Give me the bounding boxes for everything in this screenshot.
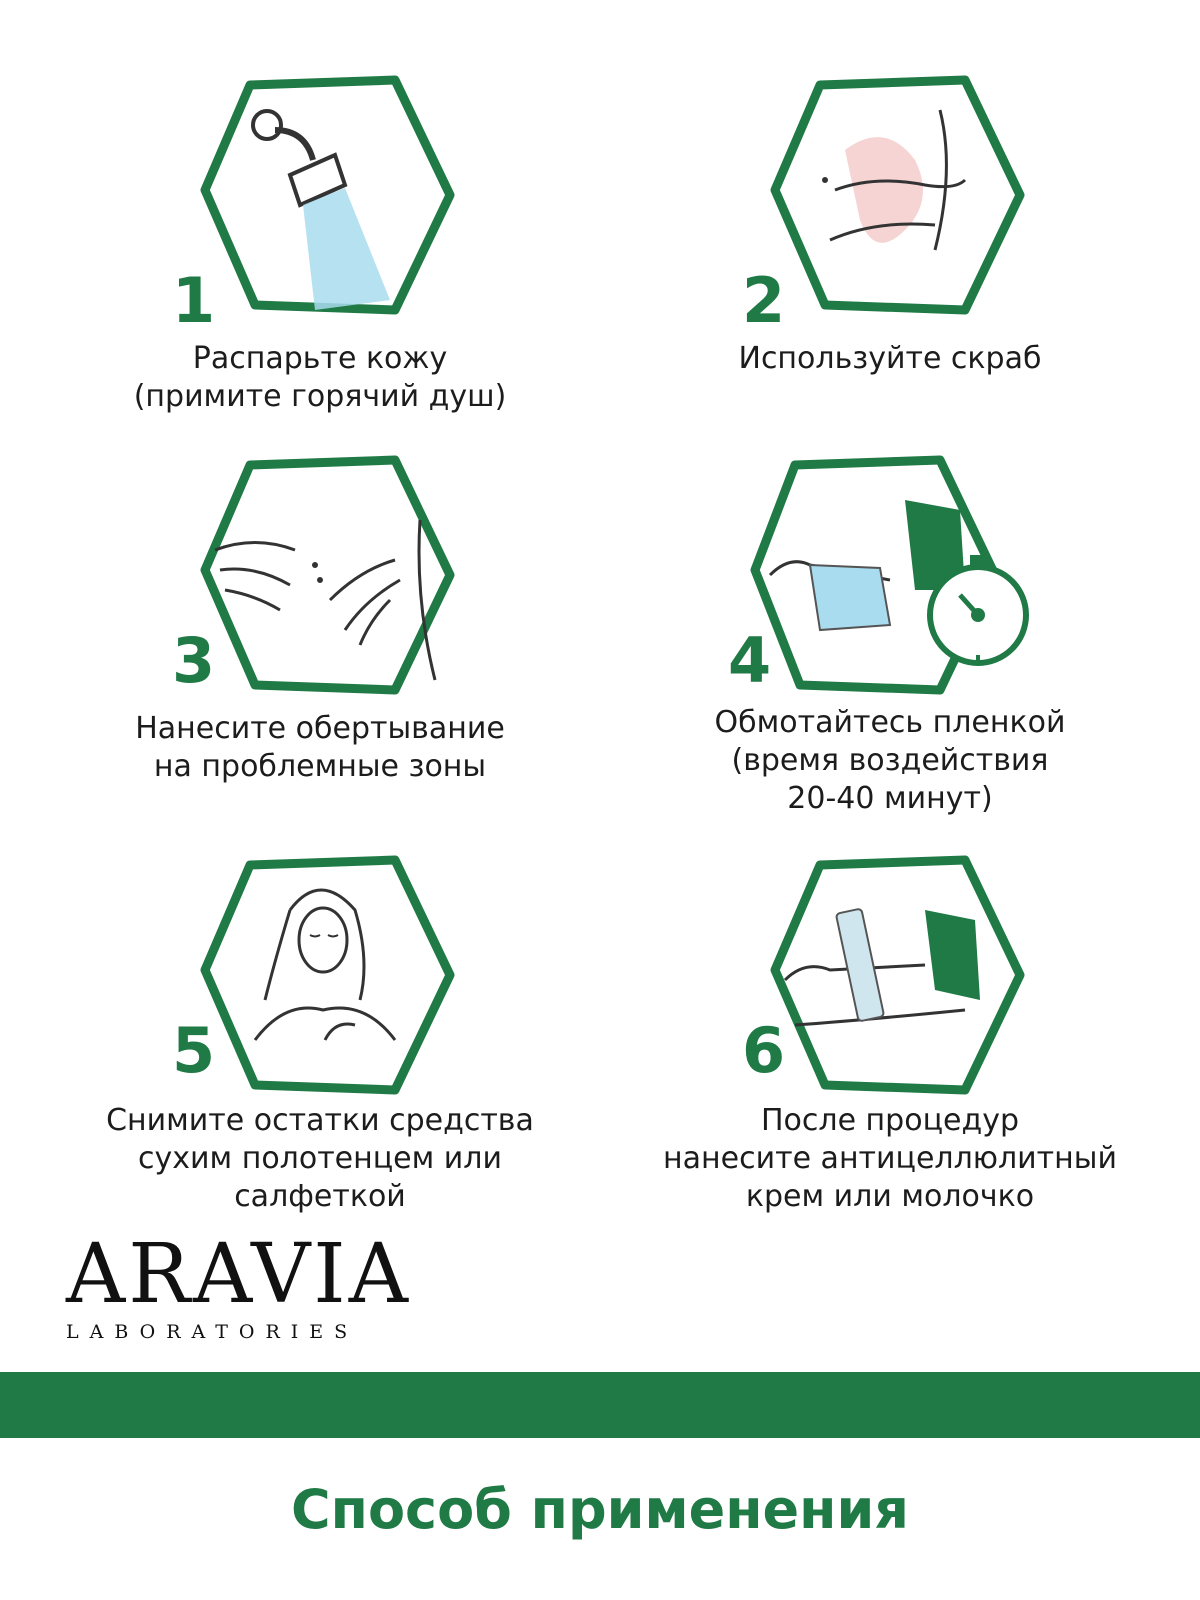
caption-line: После процедур (760, 1103, 1019, 1138)
step-caption (60, 340, 580, 416)
caption-line: (примите горячий душ) (133, 379, 507, 414)
caption-line: Используйте скраб (738, 341, 1042, 376)
hexagon-frame (195, 850, 465, 1100)
shower-icon (253, 111, 390, 310)
step-caption (60, 1102, 580, 1216)
step-number: 4 (728, 624, 772, 697)
accent-band (0, 1372, 1200, 1438)
step-caption (60, 710, 580, 786)
caption-line: на проблемные зоны (153, 749, 487, 784)
hexagon-frame (750, 450, 1060, 700)
caption-line: Нанесите обертывание (135, 711, 505, 746)
caption-line: (время воздействия (731, 743, 1049, 778)
caption-line: нанесите антицеллюлитный (663, 1141, 1117, 1176)
step-number: 5 (172, 1014, 216, 1087)
step-number: 6 (742, 1014, 786, 1087)
caption-line: 20-40 минут) (787, 781, 993, 816)
step-number: 2 (742, 264, 786, 337)
hexagon-frame (765, 70, 1035, 320)
cream-bottle-icon (785, 908, 980, 1025)
wrap-timer-icon (770, 500, 1026, 663)
step-caption (630, 704, 1150, 818)
step-caption (630, 340, 1150, 378)
step-caption (630, 1102, 1150, 1216)
apply-hands-icon (215, 520, 435, 680)
caption-line: Обмотайтесь пленкой (714, 705, 1066, 740)
step-number: 3 (172, 624, 216, 697)
caption-line: крем или молочко (745, 1179, 1035, 1214)
brand-logo (66, 1227, 411, 1344)
page-title: Способ применения (291, 1478, 909, 1541)
logo-subtitle: LABORATORIES (66, 1321, 359, 1343)
scrub-hands-icon (822, 110, 965, 250)
relaxing-woman-icon (255, 890, 395, 1040)
caption-line: Распарьте кожу (192, 341, 448, 376)
step-number: 1 (172, 264, 216, 337)
logo-brand: ARAVIA (66, 1227, 411, 1322)
caption-line: Снимите остатки средства (106, 1103, 534, 1138)
hexagon-frame (765, 850, 1035, 1100)
hexagon-frame (195, 70, 465, 320)
caption-line: сухим полотенцем или салфеткой (138, 1141, 502, 1214)
hexagon-frame (195, 450, 465, 700)
